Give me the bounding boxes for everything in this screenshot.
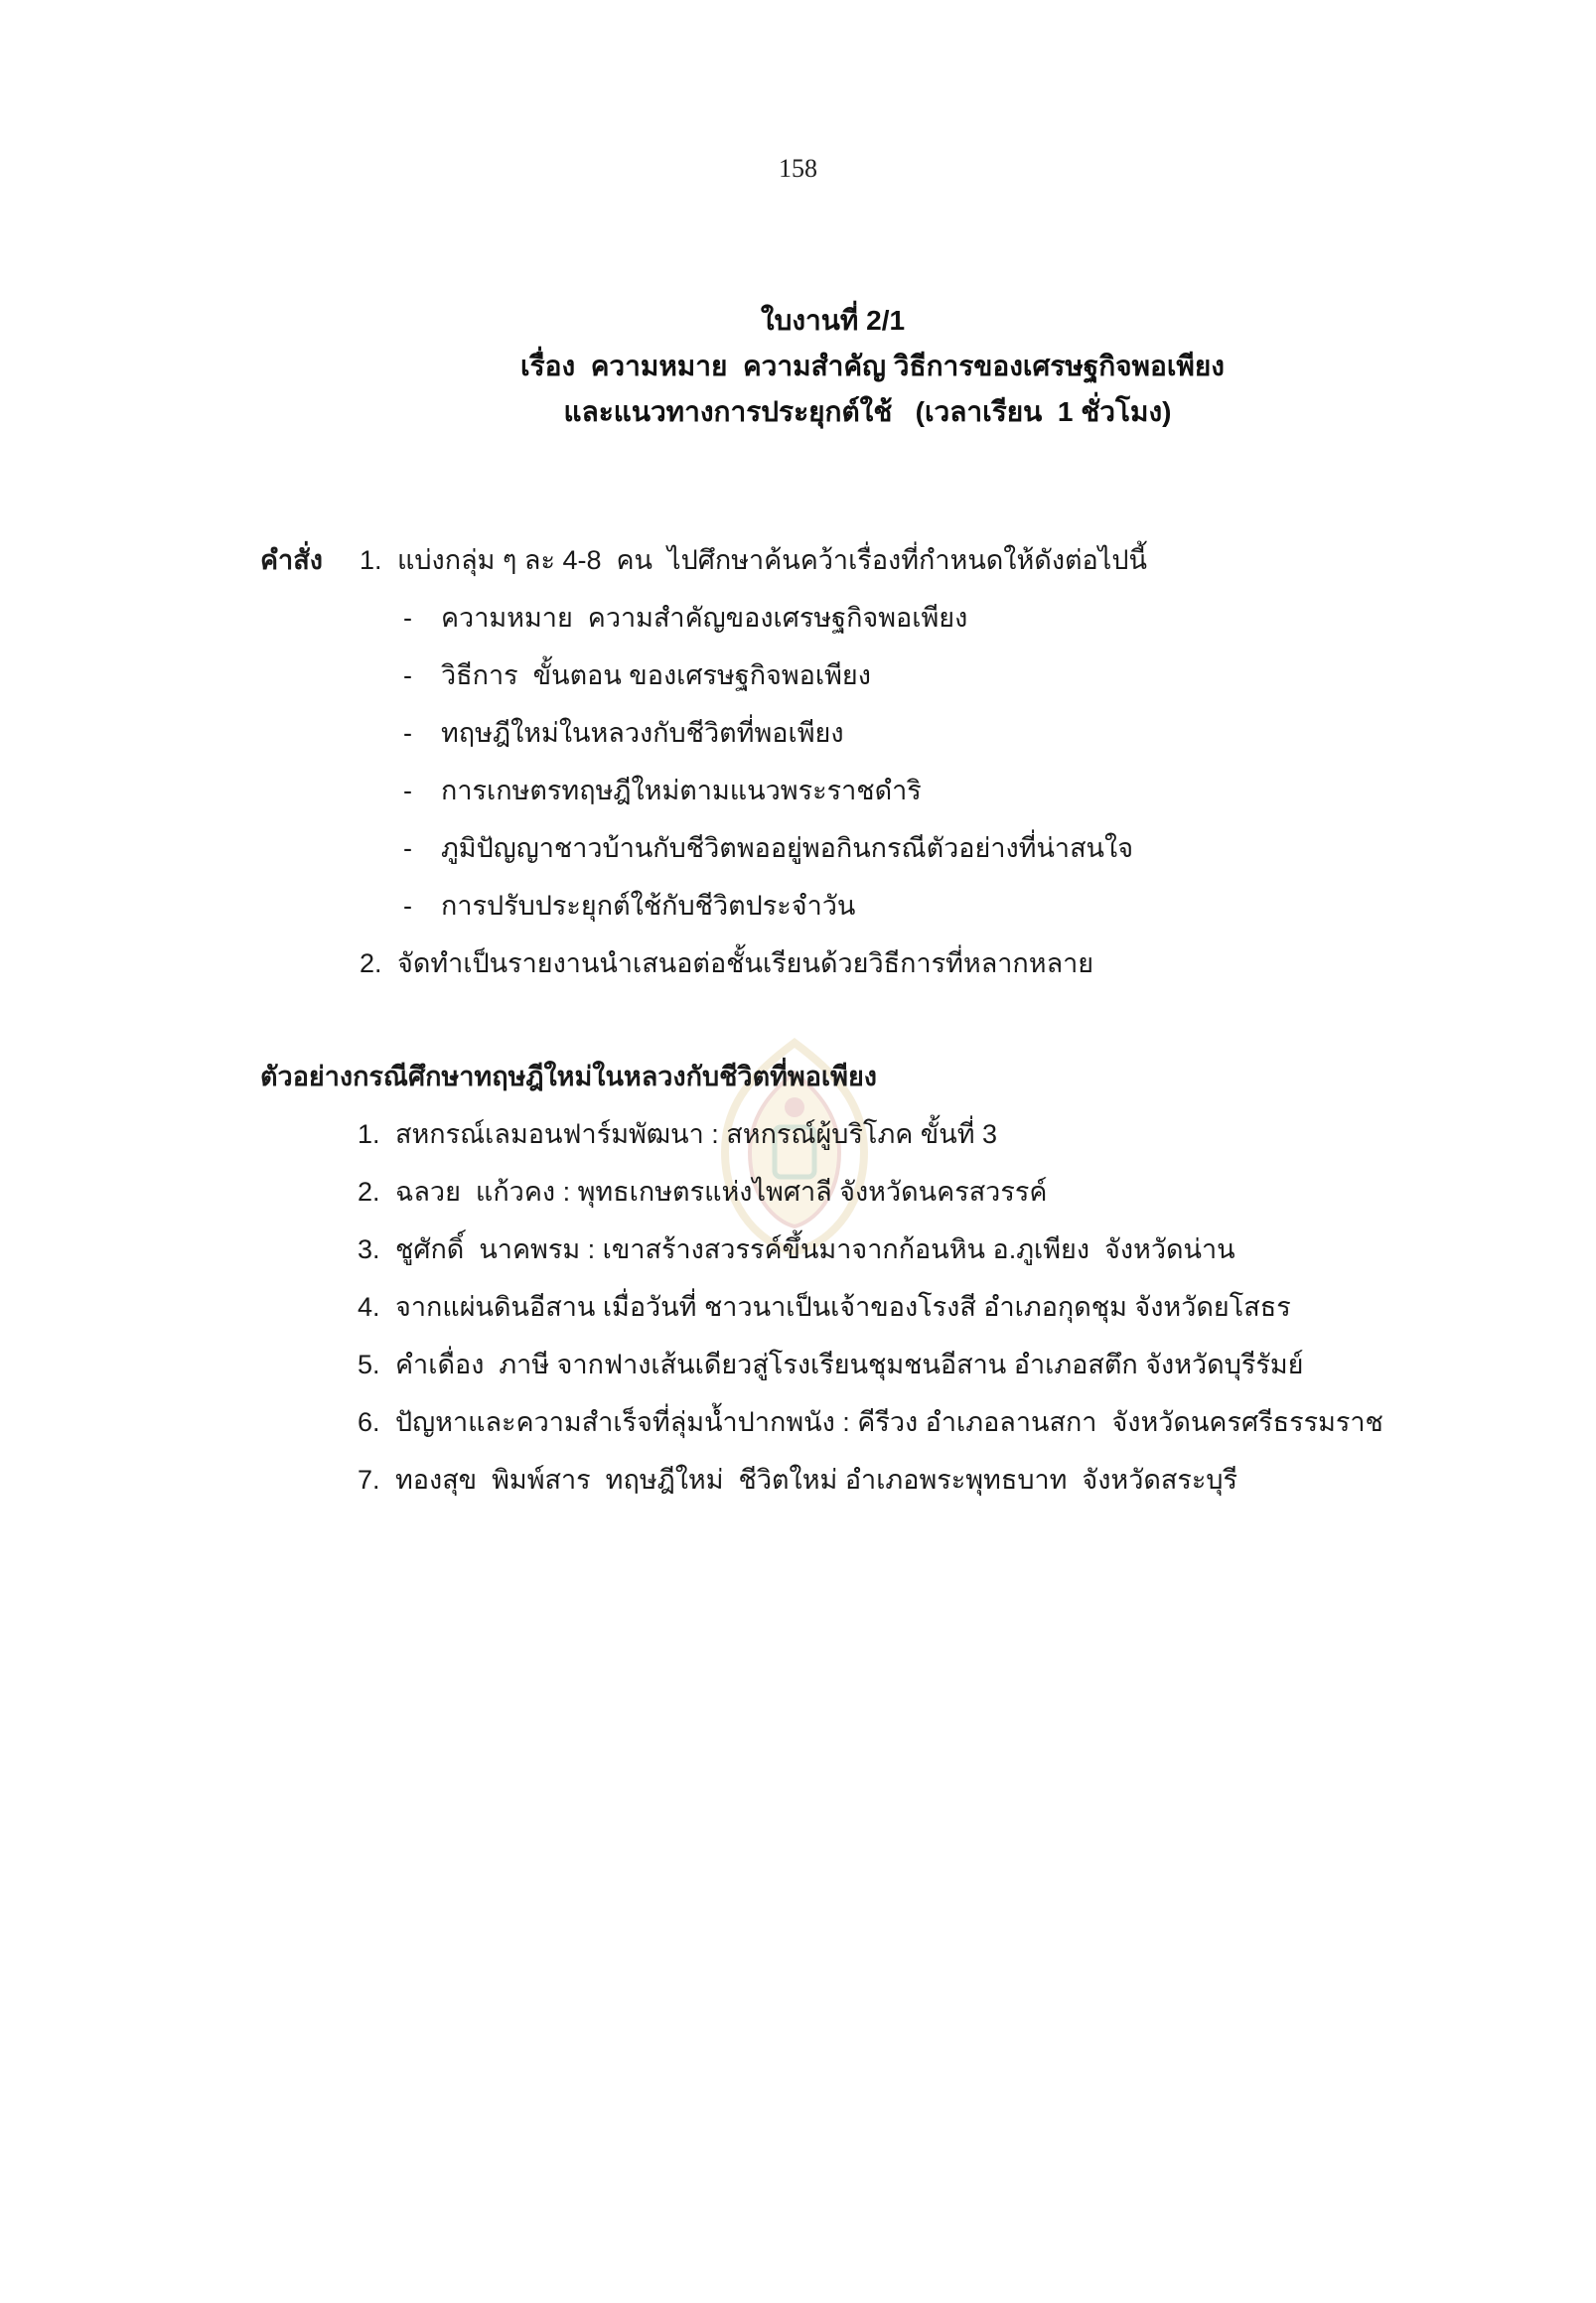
bullet-marker: - [403, 660, 412, 690]
bullet-marker: - [403, 891, 412, 921]
bullet-marker: - [403, 776, 412, 805]
bullet-marker: - [403, 833, 412, 863]
case-study-text: ชูศักดิ์ นาคพรม : เขาสร้างสวรรค์ขึ้นมาจากก้อนหิน อ.ภูเพียง จังหวัดน่าน [395, 1234, 1235, 1264]
case-study-item [358, 1221, 1502, 1278]
topic-bullet-list [397, 589, 1452, 935]
bullet-text: ความหมาย ความสำคัญของเศรษฐกิจพอเพียง [441, 603, 968, 633]
case-study-text: จากแผ่นดินอีสาน เมื่อวันที่ ชาวนาเป็นเจ้าของโรงสี อำเภอกุดชุม จังหวัดยโสธร [395, 1292, 1291, 1322]
worksheet-subject-line-1: เรื่อง ความหมาย ความสำคัญ วิธีการของเศรษฐกิจพอเพียง [520, 351, 1225, 381]
case-study-item [358, 1393, 1502, 1451]
instruction-item-2 [360, 935, 1452, 992]
instruction-number: 1. [360, 545, 382, 575]
case-study-text: ฉลวย แก้วคง : พุทธเกษตรแห่งไพศาลี จังหวัดนครสวรรค์ [395, 1177, 1048, 1207]
case-studies-list [358, 1105, 1502, 1509]
bullet-marker: - [403, 603, 412, 633]
case-studies-heading: ตัวอย่างกรณีศึกษาทฤษฎีใหม่ในหลวงกับชีวิตที่พอเพียง [260, 1062, 877, 1091]
bullet-text: ภูมิปัญญาชาวบ้านกับชีวิตพออยู่พอกินกรณีตัวอย่างที่น่าสนใจ [441, 833, 1134, 863]
bullet-text: การเกษตรทฤษฎีใหม่ตามแนวพระราชดำริ [441, 776, 922, 805]
instructions-label: คำสั่ง [260, 545, 323, 575]
worksheet-subject-line-2: และแนวทางการประยุกต์ใช้ (เวลาเรียน 1 ชั่วโมง) [563, 396, 1172, 427]
case-study-text: คำเดื่อง ภาษี จากฟางเส้นเดียวสู่โรงเรียนชุมชนอีสาน อำเภอสตึก จังหวัดบุรีรัมย์ [395, 1350, 1304, 1379]
case-study-number: 2. [358, 1177, 380, 1207]
case-study-number: 4. [358, 1292, 380, 1322]
case-study-text: ปัญหาและความสำเร็จที่ลุ่มน้ำปากพนัง : คีรีวง อำเภอลานสกา จังหวัดนครศรีธรรมราช [395, 1407, 1383, 1437]
bullet-text: การปรับประยุกต์ใช้กับชีวิตประจำวัน [441, 891, 856, 921]
topic-bullet-item [397, 589, 1452, 647]
topic-bullet-item [397, 647, 1452, 704]
bullet-marker: - [403, 718, 412, 748]
case-study-item [358, 1163, 1502, 1221]
case-study-number: 1. [358, 1119, 380, 1149]
case-study-text: ทองสุข พิมพ์สาร ทฤษฎีใหม่ ชีวิตใหม่ อำเภอพระพุทธบาท จังหวัดสระบุรี [395, 1465, 1238, 1495]
instruction-item-1 [260, 531, 1452, 589]
case-study-item [358, 1451, 1502, 1509]
topic-bullet-item [397, 877, 1452, 935]
worksheet-title: ใบงานที่ 2/1 [760, 305, 906, 336]
instruction-number: 2. [360, 948, 382, 978]
topic-bullet-item [397, 762, 1452, 819]
case-study-item [358, 1105, 1502, 1163]
instructions-section [260, 531, 1452, 992]
topic-bullet-item [397, 819, 1452, 877]
page-number: 158 [779, 154, 817, 183]
worksheet-header [0, 298, 1596, 435]
case-study-item [358, 1336, 1502, 1393]
case-studies-section [260, 1048, 1502, 1509]
case-study-item [358, 1278, 1502, 1336]
case-study-number: 3. [358, 1234, 380, 1264]
bullet-text: ทฤษฎีใหม่ในหลวงกับชีวิตที่พอเพียง [441, 718, 844, 748]
case-study-number: 7. [358, 1465, 380, 1495]
case-study-number: 5. [358, 1350, 380, 1379]
case-study-text: สหกรณ์เลมอนฟาร์มพัฒนา : สหกรณ์ผู้บริโภค ขั้นที่ 3 [395, 1119, 998, 1149]
case-study-number: 6. [358, 1407, 380, 1437]
instruction-text: จัดทำเป็นรายงานนำเสนอต่อชั้นเรียนด้วยวิธีการที่หลากหลาย [397, 948, 1094, 978]
bullet-text: วิธีการ ขั้นตอน ของเศรษฐกิจพอเพียง [441, 660, 871, 690]
topic-bullet-item [397, 704, 1452, 762]
instruction-text: แบ่งกลุ่ม ๆ ละ 4-8 คน ไปศึกษาค้นคว้าเรื่องที่กำหนดให้ดังต่อไปนี้ [397, 545, 1147, 575]
